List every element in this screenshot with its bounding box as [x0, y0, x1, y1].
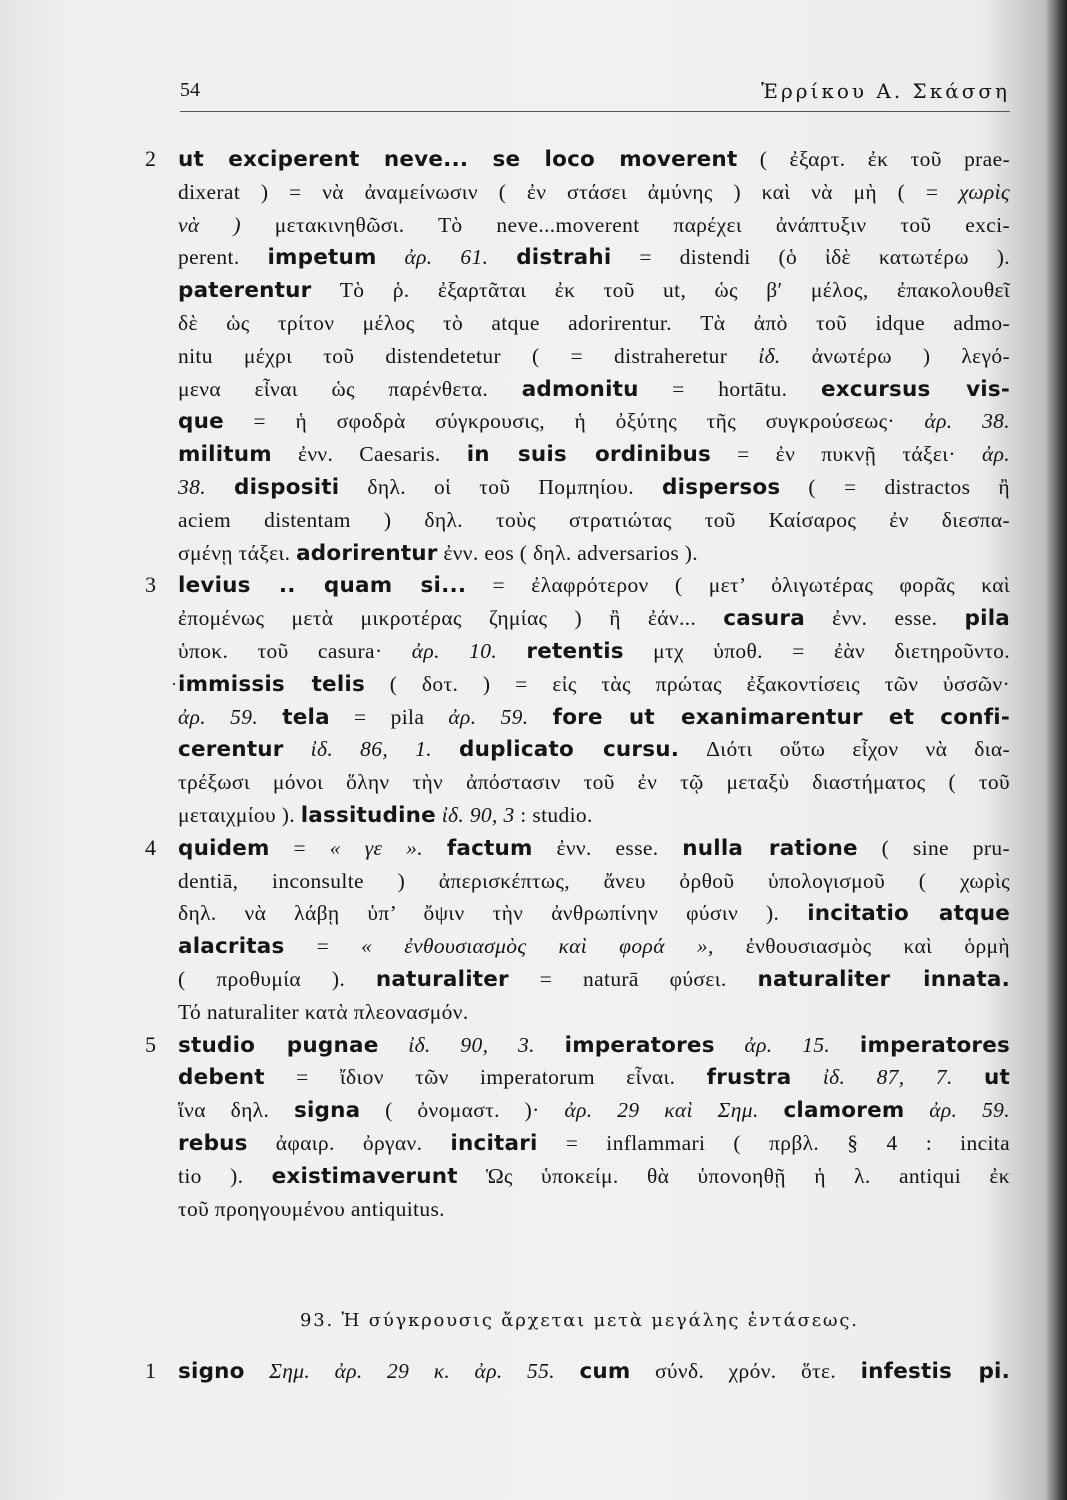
text-line — [178, 865, 1010, 898]
gloss-text — [792, 1065, 823, 1089]
lemma: imperatores — [859, 1032, 1011, 1058]
page-edge-shadow — [1045, 0, 1067, 1500]
text-line — [178, 602, 1010, 635]
lemma: ut exciperent neve... se loco moverent — [178, 147, 738, 172]
gloss-text: τοῦ προηγουμένου antiquitus. — [178, 1196, 445, 1221]
gloss-text: μτχ ὑποθ. = ἐὰν διετηροῦντο. — [623, 638, 1011, 663]
gloss-text: = distendi (ὁ ἰδὲ κατωτέρω ). — [611, 245, 1010, 270]
gloss-text — [830, 1033, 860, 1057]
reference: ἰδ. — [758, 343, 781, 368]
gloss-text — [715, 1033, 745, 1057]
text-line — [178, 930, 1010, 963]
text-line — [178, 1160, 1010, 1193]
text-line — [178, 373, 1010, 406]
gloss-text — [535, 1033, 565, 1057]
lemma: immissis telis — [178, 671, 365, 697]
gloss-text — [423, 836, 447, 860]
gloss-text — [284, 737, 311, 761]
lemma: signa — [293, 1098, 361, 1124]
reference: ἰδ. 90, 3 — [441, 802, 515, 827]
text-line — [178, 471, 1010, 504]
text-line — [178, 1094, 1010, 1127]
text-line — [178, 996, 1010, 1029]
reference: Σημ. ἀρ. 29 κ. ἀρ. 55. — [269, 1359, 555, 1383]
reference: ἀρ. — [981, 442, 1010, 467]
text-line — [178, 1061, 1010, 1094]
section-heading: 93. Ἡ σύγκρουσις ἄρχεται μετὰ μεγάλης ἐντάσεως. — [300, 1310, 859, 1331]
gloss-text: μενα εἶναι ὡς παρένθετα. — [178, 376, 522, 401]
text-line — [145, 832, 1010, 865]
lemma: dispersos — [662, 474, 781, 500]
gloss-text: ἐνν. esse. — [804, 606, 965, 631]
reference: ἀρ. 10. — [411, 638, 498, 663]
gloss-text: = ἐν πυκνῇ τάξει· — [711, 442, 982, 467]
gloss-text: = ἴδιον τῶν imperatorum εἶναι. — [264, 1065, 707, 1090]
lemma: pila — [964, 606, 1010, 632]
gloss-text: δηλ. οἱ τοῦ Πομπηίου. — [339, 474, 663, 499]
lemma: studio pugnae — [178, 1032, 379, 1058]
gloss-text: ( προθυμία ). — [178, 966, 376, 991]
reference: ἀρ. 15. — [744, 1032, 831, 1057]
gloss-text: = hortātu. — [638, 376, 821, 401]
lemma: duplicato cursu. — [459, 737, 680, 763]
lemma: paterentur — [178, 278, 312, 304]
gloss-text: τρέξωσι μόνοι ὅλην τὴν ἀπόστασιν τοῦ ἐν τῷ μεταξὺ διαστήματος ( τοῦ — [178, 770, 1010, 795]
gloss-text: ἐνν. esse. — [532, 835, 683, 860]
lemma: incitatio atque — [807, 901, 1011, 927]
reference: ἀρ. 61. — [404, 245, 489, 270]
lemma: debent — [178, 1065, 265, 1091]
gloss-text — [497, 639, 526, 663]
text-line — [178, 897, 1010, 930]
gloss-text: σύνδ. χρόν. ὅτε. — [630, 1359, 861, 1383]
gloss-text — [904, 1098, 929, 1122]
paragraph-number: 3 — [145, 572, 157, 598]
gloss-text: ἐνθουσιασμὸς καὶ ὁρμὴ — [713, 934, 1010, 959]
gloss-text: ἀφαιρ. ὀργαν. — [247, 1130, 451, 1155]
gloss-text: aciem distentam ) δηλ. τοὺς στρατιώτας τοῦ Καίσαρος ἐν διεσπα- — [178, 507, 1010, 532]
text-line — [145, 1355, 1010, 1388]
reference: ἰδ. 90, 3. — [408, 1032, 535, 1057]
gloss-text: dixerat ) = νὰ ἀναμείνωσιν ( ἐν στάσει ἀμύνης ) καὶ νὰ μὴ ( = — [178, 179, 960, 204]
gloss-text — [379, 1033, 409, 1057]
gloss-text: = pila — [329, 704, 449, 729]
lemma: imperatores — [564, 1032, 715, 1058]
gloss-text: dentiā, inconsulte ) ἀπερισκέπτως, ἄνευ ὀρθοῦ ὑπολογισμοῦ ( χωρὶς — [178, 868, 1010, 893]
running-head: Ἑρρίκου Α. Σκάσση — [761, 79, 1010, 103]
text-line — [178, 963, 1010, 996]
gloss-text — [759, 1098, 784, 1122]
lemma: ut — [984, 1065, 1010, 1091]
lemma: nulla ratione — [682, 835, 858, 861]
text-line — [145, 143, 1010, 176]
lemma: frustra — [706, 1065, 792, 1091]
text-line — [178, 1127, 1010, 1160]
text-line — [178, 438, 1010, 471]
lemma: cum — [579, 1359, 631, 1384]
text-line — [145, 1029, 1011, 1062]
text-line — [178, 766, 1010, 799]
gloss-text: = — [284, 934, 362, 959]
gloss-text: ἵνα δηλ. — [178, 1098, 294, 1123]
text-line — [178, 340, 1010, 373]
reference: ἀρ. 29 καὶ Σημ. — [564, 1098, 759, 1123]
reference: ἰδ. 86, 1. — [310, 737, 432, 762]
lemma: in suis ordinibus — [466, 442, 712, 468]
gloss-text: Ὡς ὑποκείμ. θὰ ὑπονοηθῇ ἡ λ. antiqui ἐκ — [457, 1163, 1010, 1188]
lemma: cerentur — [178, 737, 284, 763]
reference: ἰδ. 87, 7. — [822, 1065, 953, 1090]
gloss-text: ( δοτ. ) = εἰς τὰς πρώτας ἐξακοντίσεις τῶν ὑσσῶν· — [364, 671, 1010, 696]
text-line — [145, 569, 1010, 602]
gloss-text: ἀνωτέρω ) λεγό- — [780, 343, 1010, 368]
lemma: naturaliter — [375, 966, 509, 992]
gloss-text: nitu μέχρι τοῦ distendetetur ( = distraheretur — [178, 343, 759, 368]
text-line — [178, 241, 1010, 274]
text-line — [178, 176, 1010, 209]
text-line — [178, 537, 1010, 570]
gloss-text: perent. — [178, 245, 268, 270]
lemma: dispositi — [233, 474, 340, 500]
commentary-continuation — [145, 1355, 1010, 1388]
margin-mark: · — [171, 673, 178, 694]
lemma: impetum — [267, 245, 377, 271]
page-number: 54 — [180, 79, 200, 101]
lemma: retentis — [526, 638, 624, 664]
gloss-text: tio ). — [178, 1163, 272, 1188]
text-line — [178, 504, 1010, 537]
lemma: incitari — [450, 1130, 538, 1156]
gloss-text: ἐπομένως μετὰ μικροτέρας ζημίας ) ἢ ἐάν... — [178, 606, 724, 631]
gloss-text — [488, 245, 516, 269]
lemma: admonitu — [521, 376, 639, 402]
gloss-text: ( ὀνομαστ. )· — [360, 1098, 565, 1123]
gloss-text: μεταιχμίου ). — [178, 802, 301, 827]
lemma: excursus vis- — [820, 376, 1010, 402]
reference: ἀρ. 59. — [178, 704, 259, 729]
reference: « γε ». — [329, 835, 423, 860]
lemma: levius .. quam si... — [178, 573, 467, 599]
lemma: existimaverunt — [271, 1163, 458, 1189]
gloss-text — [245, 1359, 269, 1383]
gloss-text: δηλ. νὰ λάβῃ ὑπ’ ὄψιν τὴν ἀνθρωπίνην φύσιν ). — [178, 901, 808, 926]
gloss-text: : studio. — [514, 802, 593, 827]
gloss-text: = ἐλαφρότερον ( μετ’ ὀλιγωτέρας φορᾶς καὶ — [466, 573, 1010, 598]
text-line — [178, 635, 1010, 668]
reference: ἀρ. 59. — [929, 1098, 1010, 1123]
lemma: tela — [282, 704, 330, 730]
text-line — [178, 274, 1010, 307]
lemma: fore ut exanimarentur et confi- — [552, 704, 1010, 730]
gloss-text: ( ἐξαρτ. ἐκ τοῦ prae- — [737, 147, 1010, 171]
reference: ἀρ. 59. — [448, 704, 529, 729]
gloss-text: ὑποκ. τοῦ casura· — [178, 638, 412, 663]
gloss-text: Τὸ ῥ. ἐξαρτᾶται ἐκ τοῦ ut, ὡς β′ μέλος, ἐπακολουθεῖ — [311, 278, 1010, 303]
reference: « ἐνθουσιασμὸς καὶ φορά », — [361, 934, 714, 959]
lemma: lassitudine — [300, 802, 436, 828]
gloss-text — [432, 737, 459, 761]
text-line — [178, 1193, 1010, 1226]
lemma: militum — [178, 442, 272, 468]
gloss-text: Τό naturaliter κατὰ πλεονασμόν. — [178, 999, 469, 1024]
reference: ἀρ. 38. — [924, 409, 1010, 434]
paragraph-number: 4 — [145, 834, 157, 860]
paragraph-number: 2 — [145, 146, 157, 171]
gloss-text: ( sine pru- — [857, 835, 1010, 860]
lemma: naturaliter innata. — [757, 966, 1010, 992]
gloss-text: = naturā φύσει. — [508, 966, 758, 991]
gloss-text — [555, 1359, 579, 1383]
gloss-text — [377, 245, 405, 269]
gloss-text: σμένῃ τάξει. — [178, 540, 297, 565]
gloss-text — [529, 705, 553, 729]
text-line — [171, 668, 1010, 701]
gloss-text: = inflammari ( πρβλ. § 4 : incita — [537, 1130, 1010, 1155]
text-line — [178, 799, 1010, 832]
commentary-body — [145, 143, 1011, 1225]
lemma: adorirentur — [296, 540, 438, 566]
text-line — [178, 405, 1010, 438]
gloss-text — [206, 475, 234, 499]
gloss-text: = ἡ σφοδρὰ σύγκρουσις, ἡ ὀξύτης τῆς συγκρούσεως· — [223, 409, 925, 434]
reference: χωρὶς — [959, 179, 1010, 204]
paragraph-number: 1 — [145, 1358, 157, 1383]
text-line — [178, 733, 1010, 766]
gloss-text — [258, 705, 282, 729]
lemma: quidem — [178, 835, 270, 861]
lemma: rebus — [178, 1130, 248, 1156]
text-line — [178, 209, 1010, 242]
text-line — [178, 307, 1010, 340]
reference: νὰ ) — [178, 212, 241, 237]
lemma: alacritas — [178, 934, 285, 960]
paragraph-number: 5 — [145, 1031, 157, 1057]
gloss-text: Διότι οὕτω εἶχον νὰ δια- — [679, 737, 1011, 762]
lemma: infestis pi. — [860, 1359, 1010, 1384]
page-header — [180, 73, 1010, 112]
lemma: factum — [446, 835, 533, 861]
lemma: distrahi — [516, 245, 612, 271]
gloss-text: ἐνν. eos ( δηλ. adversarios ). — [437, 540, 699, 565]
gloss-text: = — [269, 835, 330, 860]
gloss-text: δὲ ὡς τρίτον μέλος τὸ atque adorirentur. Τὰ ἀπὸ τοῦ idque admo- — [178, 310, 1010, 335]
text-line — [178, 701, 1010, 734]
reference: 38. — [178, 474, 206, 499]
lemma: que — [178, 409, 224, 435]
gloss-text: μετακινηθῶσι. Τὸ neve...moverent παρέχει ἀνάπτυξιν τοῦ exci- — [240, 212, 1010, 237]
gloss-text — [953, 1065, 984, 1089]
gloss-text: ἐνν. Caesaris. — [271, 442, 467, 467]
lemma: casura — [723, 606, 805, 632]
lemma: signo — [178, 1359, 245, 1384]
lemma: clamorem — [783, 1098, 905, 1124]
gloss-text: ( = distractos ἢ — [780, 474, 1010, 499]
